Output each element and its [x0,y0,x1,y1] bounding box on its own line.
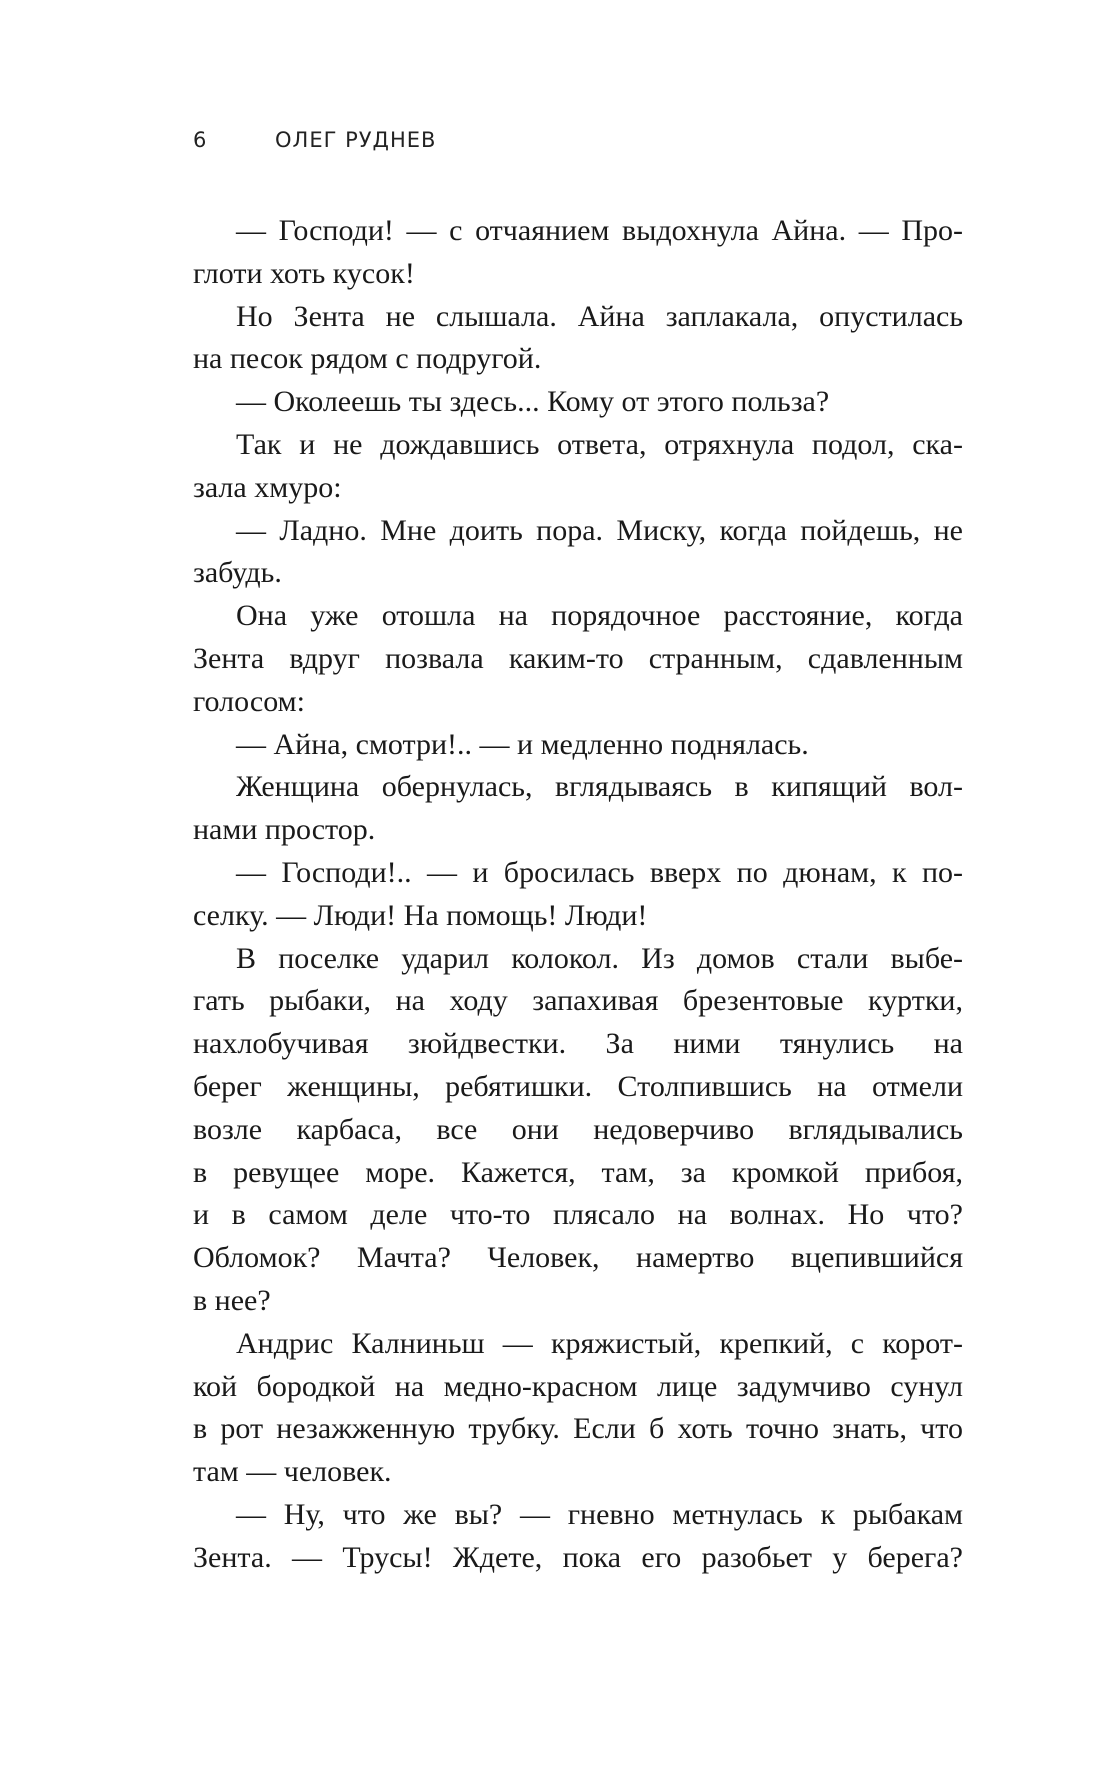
text-line: — Ну, что же вы? — гневно метнулась к рыбакам [236,1497,963,1531]
text-line: Андрис Калниньш — кряжистый, крепкий, с корот- [236,1326,963,1360]
text-line: в нее? [193,1283,271,1317]
text-line: — Околеешь ты здесь... Кому от этого польза? [236,385,830,419]
text-line: Но Зента не слышала. Айна заплакала, опустилась [236,299,963,333]
paragraph [193,424,963,510]
text-line: — Господи!.. — и бросилась вверх по дюнам, к по- [236,855,963,889]
paragraph [193,852,963,938]
text-line: зала хмуро: [193,470,342,504]
text-line: В поселке ударил колокол. Из домов стали выбе- [236,941,963,975]
paragraph [193,1323,963,1494]
page-number: 6 [193,128,208,152]
text-line: Женщина обернулась, вглядываясь в кипящий вол- [236,770,963,804]
paragraph [193,296,963,382]
text-line: гать рыбаки, на ходу запахивая брезентовые куртки, [193,984,963,1018]
paragraph [193,595,963,723]
paragraph [193,938,963,1323]
paragraph [193,1494,963,1580]
text-line: забудь. [193,556,282,590]
text-line: — Ладно. Мне доить пора. Миску, когда пойдешь, не [236,513,963,547]
paragraph [193,510,963,596]
text-line: голосом: [193,684,305,718]
text-line: в рот незажженную трубку. Если б хоть точно знать, что [193,1412,963,1446]
text-line: Зента. — Трусы! Ждете, пока его разобьет у берега? [193,1540,963,1574]
text-line: Так и не дождавшись ответа, отряхнула подол, ска- [236,427,963,461]
text-line: Она уже отошла на порядочное расстояние, когда [236,599,963,633]
text-line: глоти хоть кусок! [193,256,415,290]
text-line: берег женщины, ребятишки. Столпившись на отмели [193,1069,963,1103]
text-line: нахлобучивая зюйдвестки. За ними тянулись на [193,1027,963,1061]
text-line: возле карбаса, все они недоверчиво вглядывались [193,1112,963,1146]
text-line: — Айна, смотри!.. — и медленно поднялась. [236,727,809,761]
paragraph [193,766,963,852]
paragraph [193,210,963,296]
text-line: селку. — Люди! На помощь! Люди! [193,898,648,932]
text-line: в ревущее море. Кажется, там, за кромкой прибоя, [193,1155,963,1189]
paragraph [193,381,963,424]
text-line: там — человек. [193,1455,392,1489]
text-line: и в самом деле что-то плясало на волнах. Но что? [193,1198,963,1232]
text-line: кой бородкой на медно-красном лице задумчиво сунул [193,1369,963,1403]
paragraph [193,724,963,767]
body-text [193,210,963,1580]
text-line: на песок рядом с подругой. [193,342,542,376]
text-line: Обломок? Мачта? Человек, намертво вцепившийся [193,1241,963,1275]
text-line: — Господи! — с отчаянием выдохнула Айна. — Про- [236,214,963,247]
text-line: Зента вдруг позвала каким-то странным, сдавленным [193,641,963,675]
text-line: нами простор. [193,813,376,847]
author-name: ОЛЕГ РУДНЕВ [275,128,437,152]
